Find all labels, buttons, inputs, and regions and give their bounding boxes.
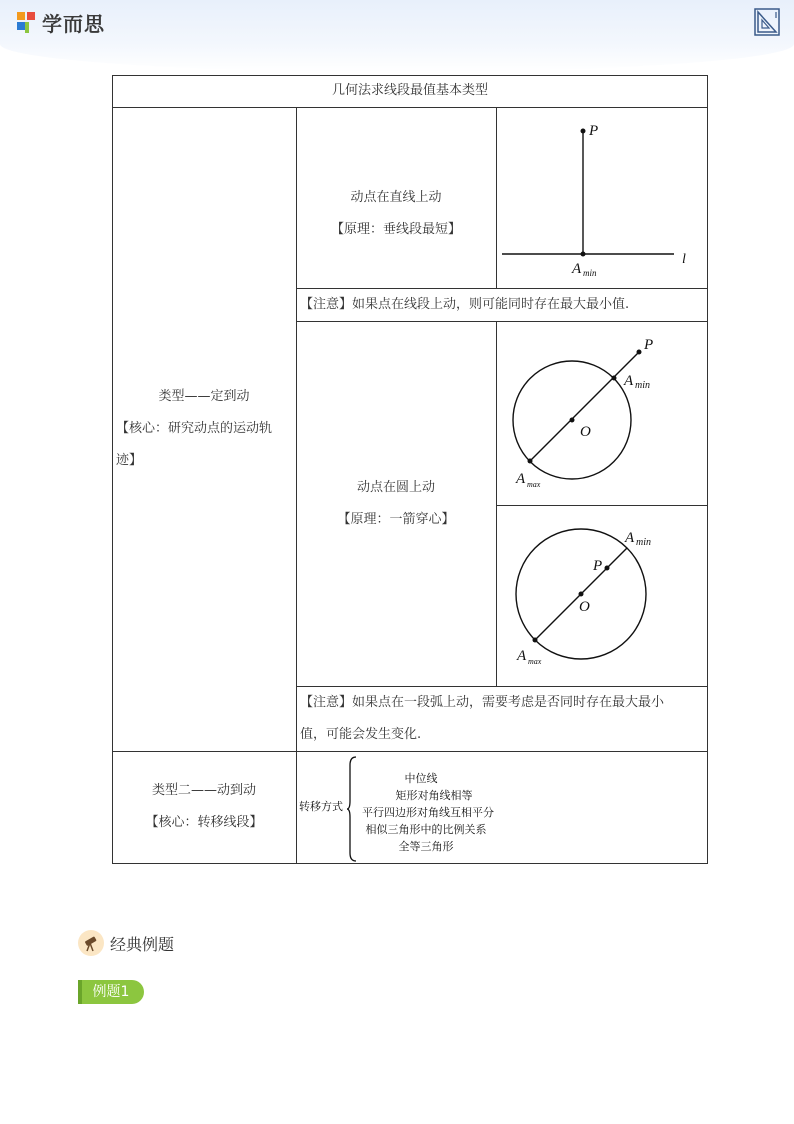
note-arc-line1: 【注意】如果点在一段弧上动，需要考虑是否同时存在最大最小	[300, 695, 665, 710]
table-title: 几何法求线段最值基本类型	[331, 83, 488, 98]
line-case-principle: 【原理：垂线段最短】	[330, 222, 461, 237]
label-Amax-2-sub: max	[528, 657, 542, 666]
label-l: l	[682, 252, 686, 267]
method-item: 相似三角形中的比例关系	[365, 823, 487, 836]
header-band	[0, 0, 794, 72]
type1-core-line1: 【核心：研究动点的运动轨	[116, 421, 273, 436]
point-Amin	[581, 252, 586, 257]
point-O-2	[579, 592, 584, 597]
section-heading	[78, 930, 174, 956]
label-Amin-1-sub: min	[635, 380, 650, 391]
label-Amax-1: A	[516, 471, 526, 487]
method-item: 全等三角形	[398, 840, 454, 853]
point-O-1	[570, 418, 575, 423]
section-title: 经典例题	[110, 934, 175, 954]
diameter-line-1	[530, 352, 639, 461]
label-P-2: P	[593, 558, 603, 574]
label-Amax-2: A	[517, 648, 527, 664]
type1-core-line2: 迹】	[116, 453, 143, 468]
transfer-methods-list	[359, 770, 509, 855]
point-P-2	[605, 566, 610, 571]
point-Amax-1	[528, 459, 533, 464]
method-item: 矩形对角线相等	[395, 789, 473, 802]
type2-label: 类型二——动到动	[151, 783, 256, 798]
line-case-label: 动点在直线上动	[350, 190, 442, 205]
label-Amax-1-sub: max	[527, 480, 541, 489]
method-item: 平行四边形对角线互相平分	[362, 806, 494, 819]
note-arc-line2: 值，可能会发生变化.	[300, 727, 422, 742]
label-min-sub: min	[583, 268, 597, 278]
ruler-triangle-icon	[754, 8, 780, 36]
circle-figure-inside	[497, 506, 707, 686]
label-P-1: P	[644, 337, 654, 353]
circle-case-label: 动点在圆上动	[356, 480, 435, 495]
point-Amax-2	[533, 638, 538, 643]
label-O-2: O	[579, 599, 590, 615]
point-P	[581, 129, 586, 134]
logo	[16, 8, 105, 36]
logo-mark-icon	[16, 10, 38, 34]
logo-text: 学而思	[42, 11, 105, 36]
method-item: 中位线	[404, 772, 438, 785]
type1-label: 类型——定到动	[158, 389, 250, 404]
type2-core: 【核心：转移线段】	[145, 815, 263, 830]
label-O-1: O	[580, 424, 591, 440]
circle-case-principle: 【原理：一箭穿心】	[337, 512, 455, 527]
label-Amin-1: A	[624, 373, 634, 389]
perpendicular-figure	[496, 108, 707, 288]
point-P-1	[637, 350, 642, 355]
label-Amin-2-sub: min	[636, 537, 651, 548]
circle-figure-outside	[497, 322, 707, 505]
label-A: A	[572, 261, 582, 277]
telescope-icon	[78, 930, 104, 956]
label-Amin-2: A	[625, 530, 635, 546]
note-segment: 【注意】如果点在线段上动，则可能同时存在最大最小值.	[300, 297, 630, 312]
label-P: P	[589, 123, 599, 139]
types-table	[112, 75, 708, 864]
example-tag: 例题1	[78, 980, 144, 1004]
point-Amin-1	[612, 376, 617, 381]
transfer-label: 转移方式	[299, 800, 343, 813]
